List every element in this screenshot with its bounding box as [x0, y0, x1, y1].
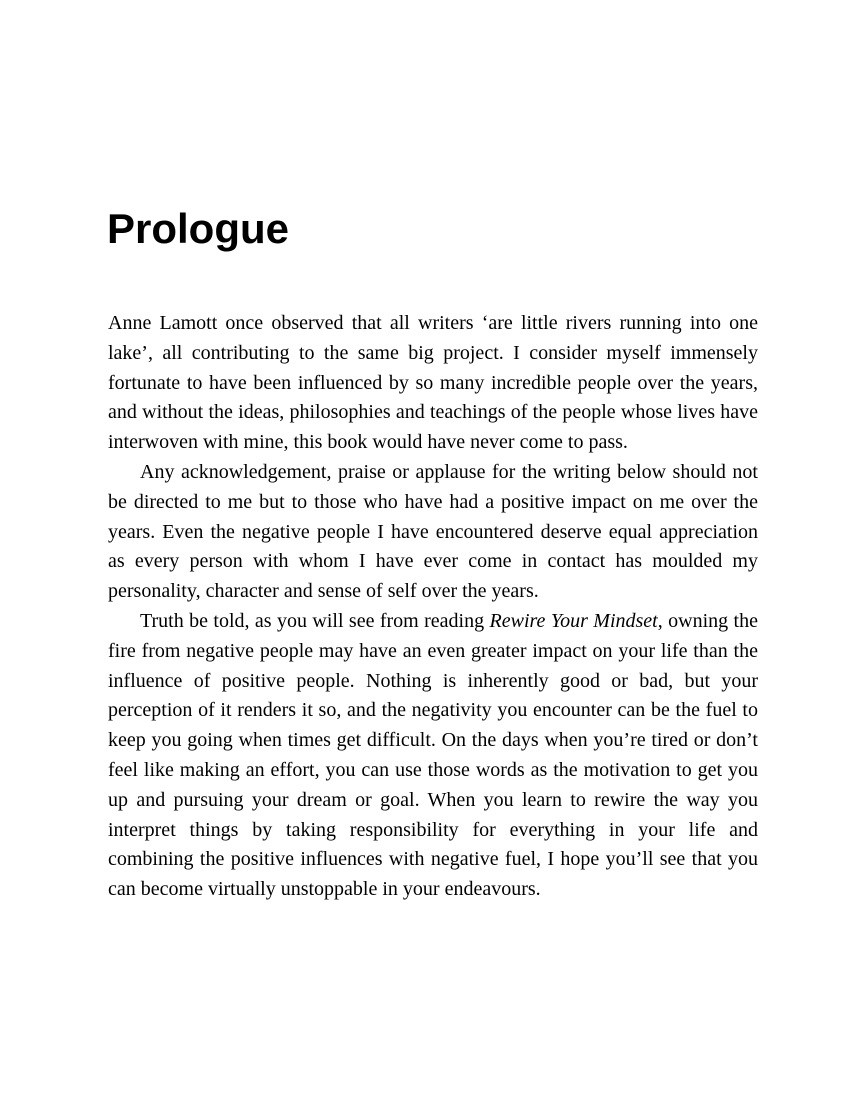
- book-title-italic: Rewire Your Mindset: [489, 609, 658, 632]
- paragraph-3-text-end: , owning the fire from negative people may have an even greater impact on your life than the influence of positive people. Nothing is inherently good or bad, but your perception of it renders it so, and the negativity you encounter can be the fuel to keep you going when times get difficult. On the days when you’re tired or don’t feel like making an effort, you can use those words as the motivation to get you up and pursuing your dream or goal. When you learn to rewire the way you interpret things by taking responsibility for everything in your life and combining the positive influences with negative fuel, I hope you’ll see that you can become virtually unstoppable in your endeavours.: [108, 609, 758, 901]
- prologue-body: [108, 309, 758, 905]
- paragraph-3-text-start: Truth be told, as you will see from reading: [140, 609, 490, 632]
- paragraph-3: [108, 607, 758, 905]
- chapter-title: Prologue: [107, 205, 290, 252]
- paragraph-2: Any acknowledgement, praise or applause for the writing below should not be directed to me but to those who have had a positive impact on me over the years. Even the negative people I have encountered deserve equal appreciation as every person with whom I have ever come in contact has moulded my personality, character and sense of self over the years.: [108, 460, 758, 603]
- paragraph-1: Anne Lamott once observed that all writers ‘are little rivers running into one lake’, all contributing to the same big project. I consider myself immensely fortunate to have been influenced by so many incredible people over the years, and without the ideas, philosophies and teachings of the people whose lives have interwoven with mine, this book would have never come to pass.: [108, 312, 758, 454]
